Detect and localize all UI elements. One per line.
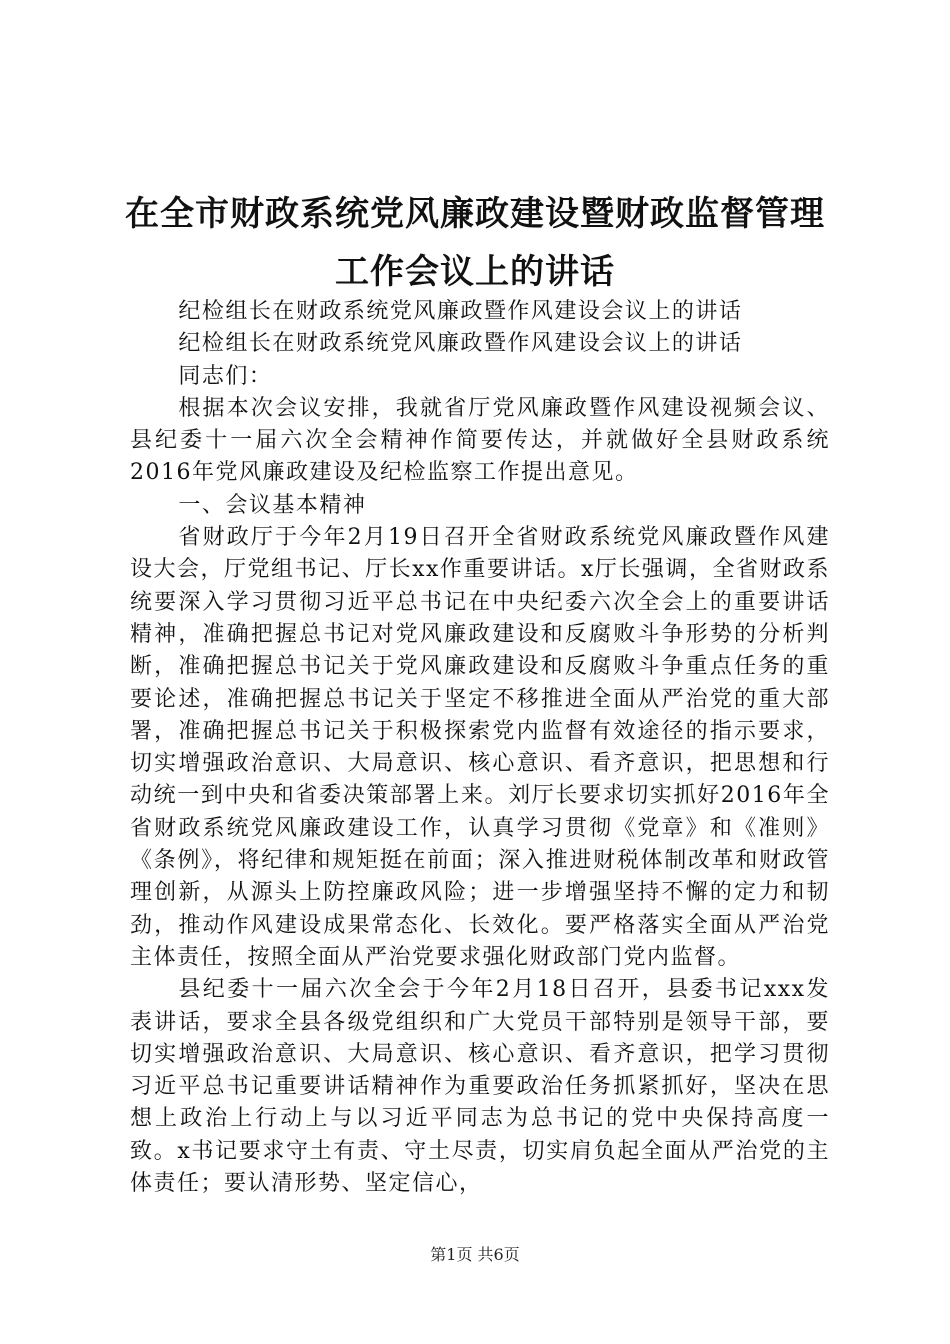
page-number-footer: 第1页 共6页: [430, 1245, 520, 1264]
section-heading: 一、会议基本精神: [178, 492, 367, 518]
paragraph: 纪检组长在财政系统党风廉政暨作风建设会议上的讲话: [178, 299, 743, 324]
document-title-line-2: 工作会议上的讲话: [335, 252, 615, 292]
paragraph: 省财政厅于今年2月19日召开全省财政系统党风廉政暨作风建设大会，厅党组书记、厅长xx作重要讲话。x厅长强调，全省财政系统要深入学习贯彻习近平总书记在中央纪委六次全会上的重要讲话精神，准确把握总书记对党风廉政建设和反腐败斗争形势的分析判断，准确把握总书记关于党风廉政建设和反腐败斗争重点任务的重要论述，准确把握总书记关于坚定不移推进全面从严治党的重大部署，准确把握总书记关于积极探索党内监督有效途径的指示要求，切实增强政治意识、大局意识、核心意识、看齐意识，把思想和行动统一到中央和省委决策部署上来。刘厅长要求切实抓好2016年全省财政系统党风廉政建设工作，认真学习贯彻《党章》和《准则》《条例》，将纪律和规矩挺在前面；深入推进财税体制改革和财政管理创新，从源头上防控廉政风险；进一步增强坚持不懈的定力和韧劲，推动作风建设成果常态化、长效化。要严格落实全面从严治党主体责任，按照全面从严治党要求强化财政部门党内监督。: [130, 525, 830, 970]
paragraph: 根据本次会议安排，我就省厅党风廉政暨作风建设视频会议、县纪委十一届六次全会精神作简要传达，并就做好全县财政系统2016年党风廉政建设及纪检监察工作提出意见。: [130, 395, 830, 486]
document-body: [130, 296, 830, 1200]
paragraph: 同志们：: [178, 363, 273, 389]
paragraph: 县纪委十一届六次全会于今年2月18日召开，县委书记xxx发表讲话，要求全县各级党组织和广大党员干部特别是领导干部，要切实增强政治意识、大局意识、核心意识、看齐意识，把学习贯彻习近平总书记重要讲话精神作为重要政治任务抓紧抓好，坚决在思想上政治上行动上与以习近平同志为总书记的党中央保持高度一致。x书记要求守土有责、守土尽责，切实肩负起全面从严治党的主体责任；要认清形势、坚定信心，: [130, 977, 830, 1197]
document-title-line-1: 在全市财政系统党风廉政建设暨财政监督管理: [125, 194, 825, 234]
paragraph: 纪检组长在财政系统党风廉政暨作风建设会议上的讲话: [178, 331, 743, 357]
